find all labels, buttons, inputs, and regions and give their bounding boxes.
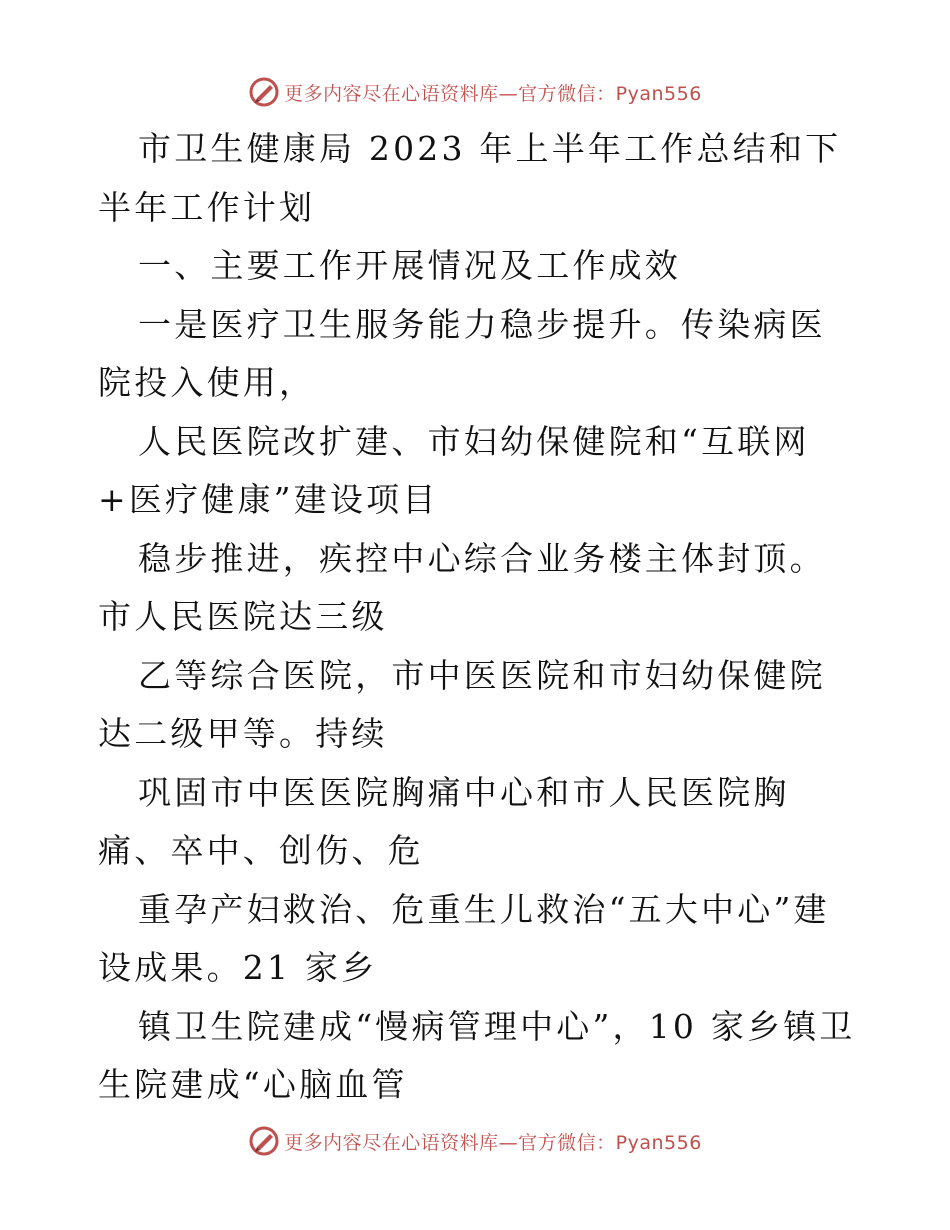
body-paragraph: 巩固市中医医院胸痛中心和市人民医院胸痛、卒中、创伤、危 — [98, 772, 790, 870]
watermark-text: 更多内容尽在心语资料库—官方微信：Pyan556 — [284, 82, 702, 105]
body-paragraph: 稳步推进，疾控中心综合业务楼主体封顶。市人民医院达三级 — [98, 538, 826, 636]
pen-logo-icon — [248, 76, 280, 108]
pen-logo-icon — [248, 1125, 280, 1157]
body-paragraph: 重孕产妇救治、危重生儿救治“五大中心”建设成果。21 家乡 — [98, 889, 830, 987]
section-heading: 一、主要工作开展情况及工作成效 — [138, 246, 681, 285]
document-title: 市卫生健康局 2023 年上半年工作总结和下半年工作计划 — [98, 129, 842, 227]
body-paragraph: 镇卫生院建成“慢病管理中心”，10 家乡镇卫生院建成“心脑血管 — [98, 1006, 856, 1104]
document-body — [98, 120, 858, 1115]
body-paragraph: 一是医疗卫生服务能力稳步提升。传染病医院投入使用， — [98, 304, 826, 402]
body-paragraph: 人民医院改扩建、市妇幼保健院和“互联网+医疗健康”建设项目 — [98, 421, 810, 519]
header-watermark — [0, 72, 950, 112]
watermark-text: 更多内容尽在心语资料库—官方微信：Pyan556 — [284, 1131, 702, 1154]
footer-watermark — [0, 1121, 950, 1161]
body-paragraph: 乙等综合医院，市中医医院和市妇幼保健院达二级甲等。持续 — [98, 655, 826, 753]
